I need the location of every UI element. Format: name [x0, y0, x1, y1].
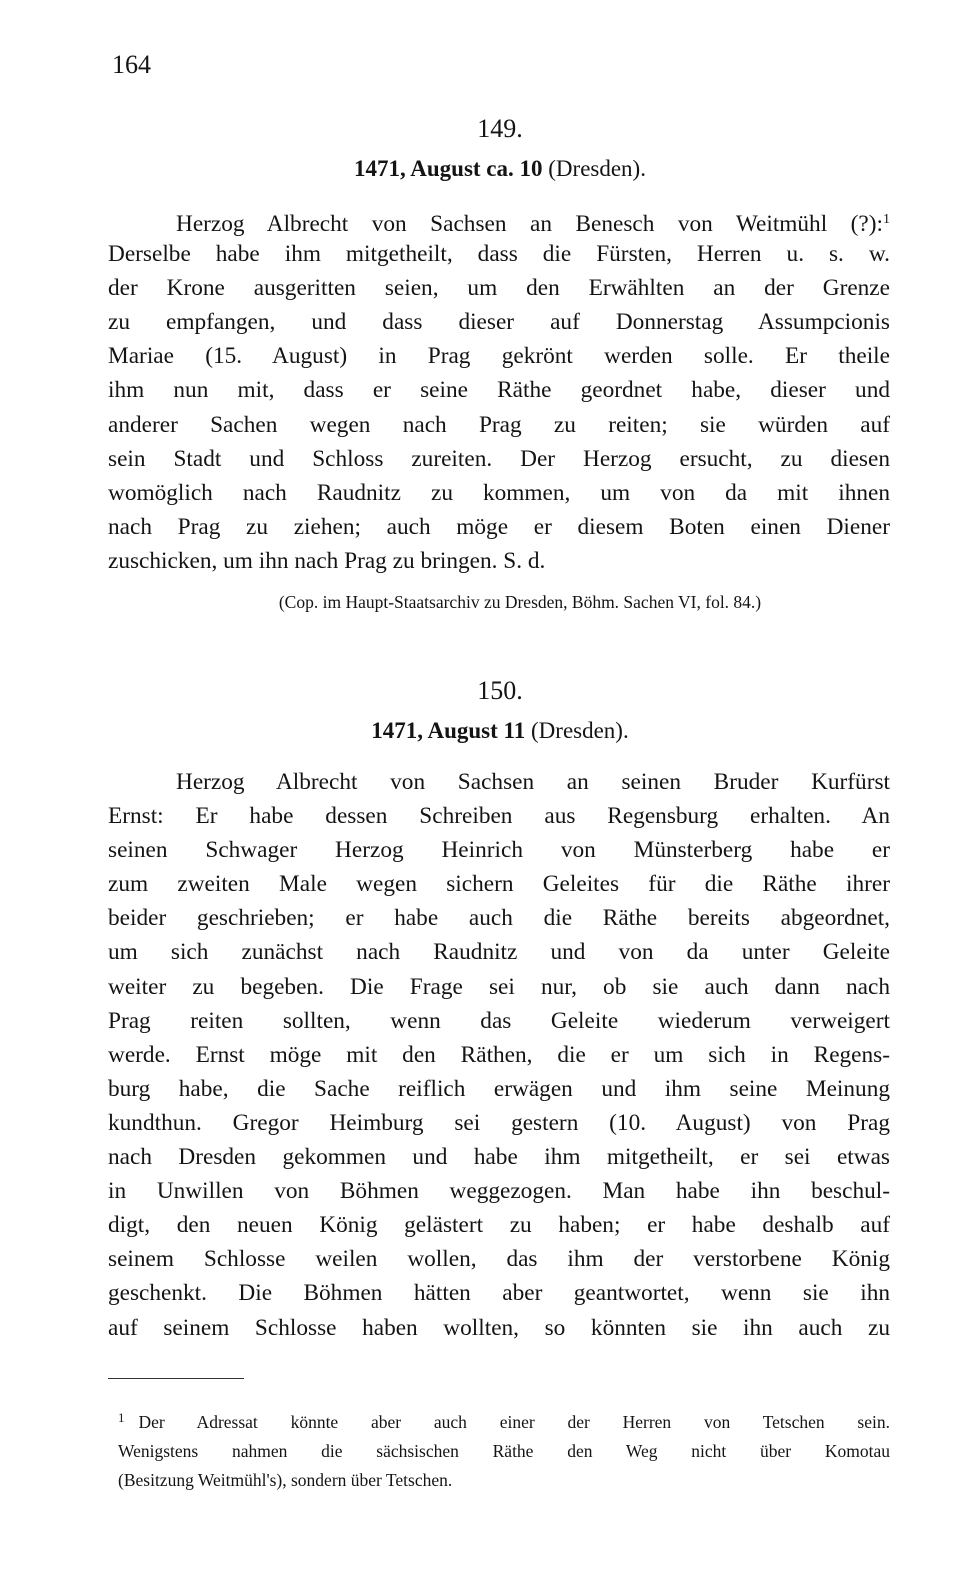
entry-place: (Dresden). [531, 718, 629, 743]
body-line: zum zweiten Male wegen sichern Geleites für die Räthe ihrer [108, 871, 890, 898]
body-line: Derselbe habe ihm mitgetheilt, dass die Fürsten, Herren u. s. w. [108, 241, 890, 268]
body-line: zuschicken, um ihn nach Prag zu bringen. S. d. [108, 547, 546, 574]
body-line: anderer Sachen wegen nach Prag zu reiten; sie würden auf [108, 411, 890, 438]
body-line: in Unwillen von Böhmen weggezogen. Man habe ihn beschul- [108, 1178, 890, 1205]
entry-place: (Dresden). [548, 156, 646, 181]
body-line: seinem Schlosse weilen wollen, das ihm der verstorbene König [108, 1246, 890, 1273]
entry-date: 1471, August ca. 10 [354, 156, 543, 181]
page-number: 164 [112, 50, 151, 79]
footnotes [118, 1404, 890, 1494]
entry-heading [0, 156, 960, 182]
footnote-line: $^1$ Der Adressat könnte aber auch einer der Herren von Tetschen sein. [118, 1410, 890, 1432]
body-line: Ernst: Er habe dessen Schreiben aus Regensburg erhalten. An [108, 803, 890, 830]
body-line: nach Prag zu ziehen; auch möge er diesem Boten einen Diener [108, 513, 890, 540]
body-line: nach Dresden gekommen und habe ihm mitgetheilt, er sei etwas [108, 1144, 890, 1171]
body-line: der Krone ausgeritten seien, um den Erwählten an der Grenze [108, 275, 890, 302]
entry-body [108, 765, 890, 1345]
body-line: burg habe, die Sache reiflich erwägen und ihm seine Meinung [108, 1075, 890, 1102]
footnote-ref: 1 [883, 212, 890, 227]
source-note: (Cop. im Haupt-Staatsarchiv zu Dresden, Böhm. Sachen VI, fol. 84.) [278, 592, 762, 612]
footnote-line: Wenigstens nahmen die sächsischen Räthe den Weg nicht über Komotau [118, 1440, 890, 1461]
entry-date: 1471, August 11 [371, 718, 526, 743]
body-line: geschenkt. Die Böhmen hätten aber geantwortet, wenn sie ihn [108, 1280, 890, 1307]
entry-heading [0, 718, 960, 744]
body-line: weiter zu begeben. Die Frage sei nur, ob sie auch dann nach [108, 973, 890, 1000]
body-line: Mariae (15. August) in Prag gekrönt werden solle. Er theile [108, 343, 890, 370]
body-line: beider geschrieben; er habe auch die Räthe bereits abgeordnet, [108, 905, 890, 932]
body-line: zu empfangen, und dass dieser auf Donnerstag Assumpcionis [108, 309, 890, 336]
body-line: womöglich nach Raudnitz zu kommen, um von da mit ihnen [108, 479, 890, 506]
body-line: kundthun. Gregor Heimburg sei gestern (10. August) von Prag [108, 1109, 890, 1136]
entry-number: 149. [477, 114, 523, 143]
body-line: Herzog Albrecht von Sachsen an seinen Bruder Kurfürst [176, 769, 890, 795]
body-line: um sich zunächst nach Raudnitz und von da unter Geleite [108, 939, 890, 966]
body-line: Herzog Albrecht von Sachsen an Benesch von Weitmühl (?):$^1$ [176, 211, 890, 237]
footnote-line: (Besitzung Weitmühl's), sondern über Tetschen. [118, 1469, 453, 1490]
body-line: seinen Schwager Herzog Heinrich von Münsterberg habe er [108, 837, 890, 864]
body-line: auf seinem Schlosse haben wollten, so könnten sie ihn auch zu [108, 1314, 890, 1341]
body-line: ihm nun mit, dass er seine Räthe geordnet habe, dieser und [108, 377, 890, 404]
body-line: sein Stadt und Schloss zureiten. Der Herzog ersucht, zu diesen [108, 445, 890, 472]
body-line: Prag reiten sollten, wenn das Geleite wiederum verweigert [108, 1007, 890, 1034]
body-line: digt, den neuen König gelästert zu haben; er habe deshalb auf [108, 1212, 890, 1239]
entry-body [108, 203, 890, 578]
footnote-marker: 1 [118, 1410, 125, 1425]
entry-number: 150. [477, 676, 523, 705]
body-line: werde. Ernst möge mit den Räthen, die er um sich in Regens- [108, 1041, 890, 1068]
footnote-divider [108, 1378, 244, 1379]
